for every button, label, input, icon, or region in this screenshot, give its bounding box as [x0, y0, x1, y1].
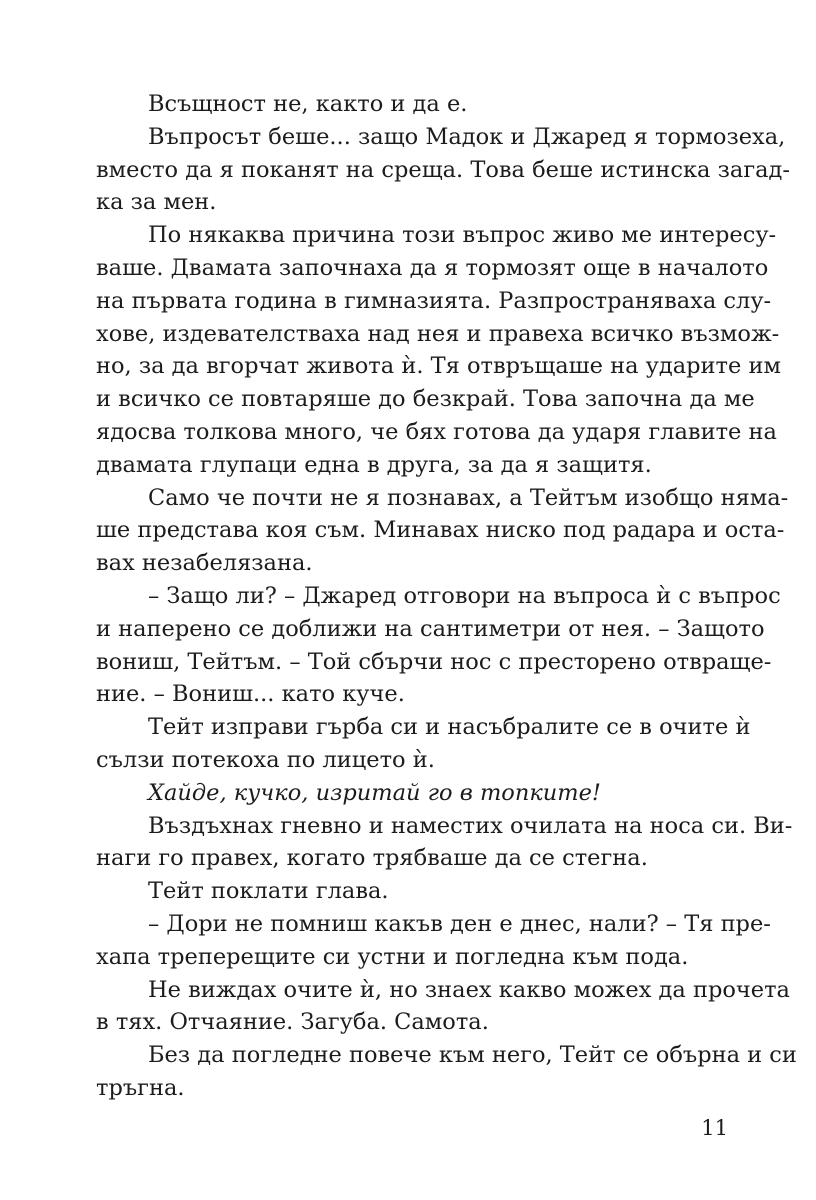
text-line: Тейт изправи гърба си и насъбралите се в очите ѝ	[148, 714, 751, 741]
text-line: ше представа коя съм. Минавах ниско под радара и оста-	[96, 517, 785, 544]
text-line: но, за да вгорчат живота ѝ. Тя отвръщаше на ударите им	[96, 353, 781, 380]
text-line: на първата година в гимназията. Разпространяваха слу-	[96, 287, 772, 314]
text-line: ваше. Двамата започнаха да я тормозят още в началото	[96, 254, 769, 281]
text-line: и всичко се повтаряше до безкрай. Това започна да ме	[96, 386, 755, 413]
text-line: Въпросът беше... защо Мадок и Джаред я тормозеха,	[148, 123, 786, 150]
text-line: в тях. Отчаяние. Загуба. Самота.	[96, 1009, 489, 1036]
text-line: По някаква причина този въпрос живо ме интересу-	[148, 222, 777, 249]
text-line: Въздъхнах гневно и наместих очилата на носа си. Ви-	[148, 812, 793, 839]
text-line: наги го правех, когато трябваше да се стегна.	[96, 845, 648, 872]
body-text	[96, 88, 797, 1105]
text-line: тръгна.	[96, 1074, 185, 1101]
text-line: сълзи потекоха по лицето ѝ.	[96, 746, 435, 773]
text-line: Само че почти не я познавах, а Тейтъм изобщо няма-	[148, 484, 789, 511]
text-line: Тейт поклати глава.	[148, 878, 389, 905]
text-line: ка за мен.	[96, 189, 217, 216]
text-line: хапа треперещите си устни и погледна към пода.	[96, 943, 689, 970]
text-line: вониш, Тейтъм. – Той сбърчи нос с престорено отвраще-	[96, 648, 772, 675]
text-line: хове, издевателстваха над нея и правеха всичко възмож-	[96, 320, 780, 347]
text-line: вместо да я поканят на среща. Това беше истинска загад-	[96, 156, 790, 183]
text-line: – Дори не помниш какъв ден е днес, нали? – Тя пре-	[148, 910, 771, 937]
text-line: Всъщност не, както и да е.	[148, 91, 468, 117]
text-line: вах незабелязана.	[96, 550, 313, 577]
page-number: 11	[701, 1116, 728, 1140]
text-line: ядосва толкова много, че бях готова да ударя главите на	[96, 418, 777, 445]
text-line: двамата глупаци една в друга, за да я защитя.	[96, 451, 652, 478]
text-line: и наперено се доближи на сантиметри от нея. – Защото	[96, 615, 765, 642]
italic-text-line: Хайде, кучко, изритай го в топките!	[148, 779, 601, 806]
text-line: ние. – Вониш... като куче.	[96, 681, 405, 708]
text-line: Не виждах очите ѝ, но знаех какво можех да прочета	[148, 976, 790, 1003]
text-line: – Защо ли? – Джаред отговори на въпроса ѝ с въпрос	[148, 582, 781, 609]
text-line: Без да погледне повече към него, Тейт се обърна и си	[148, 1042, 797, 1069]
